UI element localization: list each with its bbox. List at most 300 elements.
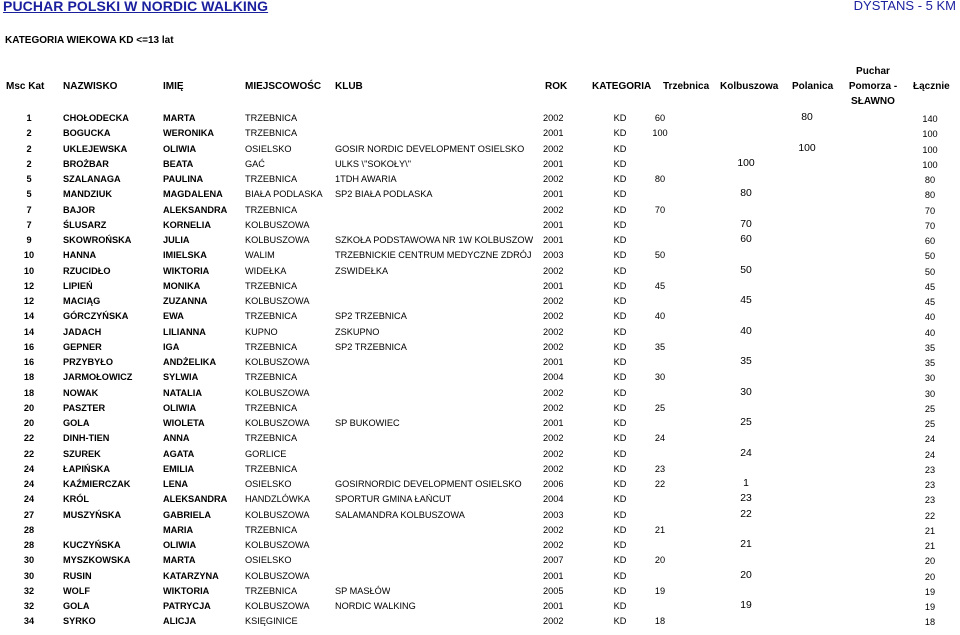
total-points-cell: 35 [924,358,936,368]
first-name-cell: KORNELIA [163,219,211,230]
surname-cell: MACIĄG [63,296,101,306]
total-points-cell: 80 [924,175,936,185]
town-cell: KOLBUSZOWA [245,570,310,581]
town-cell: TRZEBNICA [245,174,298,184]
category-cell: KD [613,540,627,550]
msc-cell: 24 [23,463,35,474]
club-cell: GOSIRNORDIC DEVELOPMENT OSIELSKO [335,479,522,489]
kolbuszowa-points-cell: 50 [740,264,752,276]
town-cell: OSIELSKO [245,479,292,489]
category-cell: KD [613,113,627,123]
birth-year-cell: 2001 [543,418,564,428]
category-cell: KD [613,479,627,489]
table-row [0,339,960,354]
table-row [0,568,960,583]
msc-cell: 7 [26,204,32,215]
trzebnica-points-cell: 45 [654,280,666,291]
table-row [0,293,960,308]
total-points-cell: 18 [924,617,936,628]
trzebnica-points-cell: 80 [654,174,666,184]
category-cell: KD [613,296,627,306]
town-cell: KOLBUSZOWA [245,418,310,428]
town-cell: TRZEBNICA [245,341,298,352]
table-row [0,522,960,537]
table-header [0,64,960,110]
total-points-cell: 30 [924,373,936,384]
table-row [0,232,960,247]
town-cell: TRZEBNICA [245,433,298,444]
club-cell: SP BUKOWIEC [335,418,400,428]
total-points-cell: 50 [924,251,936,262]
category-cell: KD [613,280,627,291]
first-name-cell: MONIKA [163,280,201,291]
col-header-nazwisko: NAZWISKO [63,81,118,92]
town-cell: TRZEBNICA [245,402,298,413]
trzebnica-points-cell: 100 [652,128,668,139]
kolbuszowa-points-cell: 70 [740,218,752,230]
town-cell: TRZEBNICA [245,113,298,123]
col-header-kategoria: KATEGORIA [592,81,652,92]
surname-cell: PRZYBYŁO [63,357,114,367]
total-points-cell: 21 [924,525,936,536]
total-points-cell: 70 [924,205,936,216]
surname-cell: GOLA [63,601,90,611]
msc-cell: 27 [23,509,35,520]
trzebnica-points-cell: 23 [654,463,666,474]
birth-year-cell: 2002 [543,524,564,535]
club-cell: SP MASŁÓW [335,585,391,596]
surname-cell: CHOŁODECKA [63,113,129,123]
msc-cell: 30 [23,570,35,581]
birth-year-cell: 2001 [543,219,564,230]
first-name-cell: WIKTORIA [163,265,210,276]
table-row [0,491,960,506]
total-points-cell: 22 [924,510,936,521]
category-cell: KD [613,524,627,535]
birth-year-cell: 2002 [543,463,564,474]
birth-year-cell: 2005 [543,585,564,596]
col-header-polanica: Polanica [792,81,834,92]
first-name-cell: ALEKSANDRA [163,494,228,505]
first-name-cell: MAGDALENA [163,189,223,200]
total-points-cell: 23 [924,495,936,506]
first-name-cell: PATRYCJA [163,601,211,611]
club-cell: ULKS \"SOKOŁY\" [335,158,411,169]
birth-year-cell: 2002 [543,113,564,123]
birth-year-cell: 2006 [543,479,564,489]
table-row [0,430,960,445]
town-cell: TRZEBNICA [245,204,298,215]
category-cell: KD [613,250,627,261]
category-cell: KD [613,570,627,581]
total-points-cell: 20 [924,556,936,567]
surname-cell: UKLEJEWSKA [63,143,128,154]
club-cell: TRZEBNICKIE CENTRUM MEDYCZNE ZDRÓJ [335,250,532,261]
table-row [0,202,960,217]
category-cell: KD [613,387,627,398]
birth-year-cell: 2001 [543,189,564,200]
table-row [0,583,960,598]
surname-cell: LIPIEŃ [63,280,93,291]
first-name-cell: NATALIA [163,387,202,398]
surname-cell: MUSZYŃSKA [63,509,122,520]
total-points-cell: 25 [924,403,936,414]
club-cell: SP2 TRZEBNICA [335,311,407,322]
surname-cell: DINH-TIEN [63,433,110,444]
table-row [0,263,960,278]
table-row [0,110,960,125]
total-points-cell: 100 [922,159,938,170]
total-points-cell: 19 [924,602,936,612]
town-cell: KUPNO [245,326,278,337]
town-cell: TRZEBNICA [245,128,298,139]
msc-cell: 28 [23,540,35,550]
town-cell: TRZEBNICA [245,524,298,535]
msc-cell: 7 [26,219,32,230]
table-row [0,308,960,323]
total-points-cell: 23 [924,464,936,475]
msc-cell: 28 [23,524,35,535]
town-cell: TRZEBNICA [245,311,298,322]
kolbuszowa-points-cell: 60 [740,234,752,245]
trzebnica-points-cell: 50 [654,250,666,261]
trzebnica-points-cell: 30 [654,372,666,383]
birth-year-cell: 2002 [543,265,564,276]
trzebnica-points-cell: 24 [654,433,666,444]
surname-cell: BOGUCKA [63,128,111,139]
table-row [0,354,960,369]
birth-year-cell: 2007 [543,555,564,566]
first-name-cell: OLIWIA [163,540,197,550]
col-header-imie: IMIĘ [163,81,184,92]
birth-year-cell: 2002 [543,448,564,459]
category-cell: KD [613,448,627,459]
msc-cell: 12 [23,280,35,291]
club-cell: SP2 TRZEBNICA [335,341,407,352]
kolbuszowa-points-cell: 24 [740,447,752,459]
surname-cell: JADACH [63,326,102,337]
trzebnica-points-cell: 40 [654,311,666,322]
total-points-cell: 100 [922,144,938,155]
town-cell: KOLBUSZOWA [245,357,310,367]
total-points-cell: 45 [924,297,936,307]
msc-cell: 2 [26,143,32,154]
birth-year-cell: 2004 [543,494,564,505]
kolbuszowa-points-cell: 1 [743,478,749,489]
first-name-cell: ALICJA [163,616,197,627]
club-cell: 1TDH AWARIA [335,174,397,184]
col-header-msc-kat: Msc Kat [6,81,45,92]
first-name-cell: PAULINA [163,174,204,184]
table-row [0,552,960,567]
msc-cell: 5 [26,174,32,184]
category-cell: KD [613,585,627,596]
total-points-cell: 45 [924,281,936,292]
first-name-cell: ALEKSANDRA [163,204,228,215]
msc-cell: 24 [23,494,35,505]
msc-cell: 16 [23,341,35,352]
surname-cell: MYSZKOWSKA [63,555,131,566]
first-name-cell: AGATA [163,448,195,459]
polanica-points-cell: 80 [801,112,813,123]
first-name-cell: LENA [163,479,189,489]
age-category-heading: KATEGORIA WIEKOWA KD <=13 lat [5,35,174,46]
msc-cell: 9 [26,235,32,245]
first-name-cell: ANNA [163,433,190,444]
birth-year-cell: 2002 [543,143,564,154]
total-points-cell: 25 [924,419,936,429]
town-cell: HANDZLÓWKA [245,494,310,505]
trzebnica-points-cell: 70 [654,204,666,215]
msc-cell: 12 [23,296,35,306]
table-row [0,461,960,476]
table-row [0,537,960,552]
category-cell: KD [613,555,627,566]
surname-cell: RZUCIDŁO [63,265,111,276]
town-cell: BIAŁA PODLASKA [245,189,323,200]
table-row [0,415,960,430]
club-cell: GOSIR NORDIC DEVELOPMENT OSIELSKO [335,143,525,154]
town-cell: WALIM [245,250,275,261]
club-cell: SPORTUR GMINA ŁAŃCUT [335,494,452,505]
msc-cell: 20 [23,402,35,413]
surname-cell: SZUREK [63,448,101,459]
first-name-cell: KATARZYNA [163,570,219,581]
trzebnica-points-cell: 18 [654,616,666,627]
table-row [0,217,960,232]
surname-cell: KAŹMIERCZAK [63,479,131,489]
category-cell: KD [613,601,627,611]
kolbuszowa-points-cell: 100 [737,157,755,169]
msc-cell: 22 [23,433,35,444]
col-header-kolbuszowa: Kolbuszowa [720,81,779,92]
surname-cell: MANDZIUK [63,189,112,200]
msc-cell: 32 [23,585,35,596]
col-header-puchar-line2: Pomorza - [848,81,898,92]
town-cell: KOLBUSZOWA [245,387,310,398]
first-name-cell: ANDŻELIKA [163,357,217,367]
total-points-cell: 100 [922,129,938,140]
total-points-cell: 20 [924,571,936,582]
distance-label: DYSTANS - 5 KM [853,0,956,13]
surname-cell: KRÓL [63,494,90,505]
first-name-cell: MARTA [163,113,196,123]
category-cell: KD [613,143,627,154]
surname-cell: SZALANAGA [63,174,121,184]
birth-year-cell: 2002 [543,387,564,398]
table-row [0,171,960,186]
town-cell: TRZEBNICA [245,463,298,474]
trzebnica-points-cell: 19 [654,585,666,596]
msc-cell: 2 [26,128,32,139]
category-cell: KD [613,494,627,505]
surname-cell: GÓRCZYŃSKA [63,311,129,322]
table-row [0,400,960,415]
kolbuszowa-points-cell: 40 [740,325,752,337]
kolbuszowa-points-cell: 45 [740,295,752,306]
category-cell: KD [613,235,627,245]
table-row [0,156,960,171]
surname-cell: JARMOŁOWICZ [63,372,133,383]
town-cell: KOLBUSZOWA [245,509,310,520]
category-cell: KD [613,341,627,352]
category-cell: KD [613,418,627,428]
town-cell: TRZEBNICA [245,372,298,383]
msc-cell: 16 [23,357,35,367]
birth-year-cell: 2002 [543,402,564,413]
total-points-cell: 80 [924,190,936,201]
birth-year-cell: 2002 [543,341,564,352]
kolbuszowa-points-cell: 19 [740,600,752,611]
total-points-cell: 60 [924,236,936,246]
table-row [0,385,960,400]
town-cell: TRZEBNICA [245,280,298,291]
trzebnica-points-cell: 35 [654,341,666,352]
trzebnica-points-cell: 25 [654,402,666,413]
msc-cell: 32 [23,601,35,611]
birth-year-cell: 2001 [543,280,564,291]
first-name-cell: WIKTORIA [163,585,210,596]
kolbuszowa-points-cell: 35 [740,356,752,367]
first-name-cell: BEATA [163,158,194,169]
category-cell: KD [613,372,627,383]
table-row [0,125,960,140]
category-cell: KD [613,219,627,230]
table-row [0,446,960,461]
col-header-rok: ROK [545,81,568,92]
kolbuszowa-points-cell: 21 [740,539,752,550]
first-name-cell: LILIANNA [163,326,206,337]
category-cell: KD [613,509,627,520]
msc-cell: 24 [23,479,35,489]
club-cell: SALAMANDRA KOLBUSZOWA [335,509,465,520]
msc-cell: 34 [23,616,35,627]
category-cell: KD [613,189,627,200]
msc-cell: 2 [26,158,32,169]
msc-cell: 10 [23,265,35,276]
first-name-cell: ZUZANNA [163,296,208,306]
surname-cell: BROŻBAR [63,158,109,169]
trzebnica-points-cell: 21 [654,524,666,535]
table-row [0,613,960,628]
trzebnica-points-cell: 60 [654,113,666,123]
msc-cell: 1 [26,113,32,123]
first-name-cell: EWA [163,311,184,322]
kolbuszowa-points-cell: 30 [740,386,752,398]
table-row [0,141,960,156]
category-cell: KD [613,128,627,139]
surname-cell: PASZTER [63,402,106,413]
surname-cell: RUSIN [63,570,92,581]
table-row [0,476,960,491]
first-name-cell: MARTA [163,555,196,566]
first-name-cell: EMILIA [163,463,195,474]
birth-year-cell: 2001 [543,570,564,581]
total-points-cell: 40 [924,312,936,323]
birth-year-cell: 2001 [543,357,564,367]
category-cell: KD [613,357,627,367]
kolbuszowa-points-cell: 25 [740,417,752,428]
category-cell: KD [613,174,627,184]
surname-cell: KUCZYŃSKA [63,540,121,550]
first-name-cell: GABRIELA [163,509,211,520]
col-header-puchar-line1: Puchar [856,66,890,77]
trzebnica-points-cell: 22 [654,479,666,489]
club-cell: ZSKUPNO [335,326,380,337]
surname-cell: NOWAK [63,387,99,398]
col-header-lacznie: Łącznie [913,81,950,92]
town-cell: OSIELSKO [245,555,292,566]
category-cell: KD [613,158,627,169]
msc-cell: 5 [26,189,32,200]
results-table-body [0,110,960,629]
first-name-cell: WIOLETA [163,418,205,428]
kolbuszowa-points-cell: 23 [740,493,752,505]
category-cell: KD [613,433,627,444]
birth-year-cell: 2002 [543,311,564,322]
birth-year-cell: 2002 [543,296,564,306]
birth-year-cell: 2001 [543,235,564,245]
total-points-cell: 23 [924,480,936,490]
town-cell: TRZEBNICA [245,585,298,596]
birth-year-cell: 2001 [543,128,564,139]
club-cell: SP2 BIAŁA PODLASKA [335,189,433,200]
birth-year-cell: 2002 [543,174,564,184]
town-cell: KOLBUSZOWA [245,296,310,306]
category-cell: KD [613,204,627,215]
first-name-cell: OLIWIA [163,143,197,154]
total-points-cell: 21 [924,541,936,551]
total-points-cell: 24 [924,449,936,460]
surname-cell: SYRKO [63,616,96,627]
table-row [0,369,960,384]
surname-cell: WOLF [63,585,91,596]
total-points-cell: 24 [924,434,936,445]
birth-year-cell: 2002 [543,326,564,337]
town-cell: KOLBUSZOWA [245,540,310,550]
total-points-cell: 35 [924,342,936,353]
birth-year-cell: 2002 [543,616,564,627]
table-row [0,278,960,293]
kolbuszowa-points-cell: 80 [740,188,752,200]
birth-year-cell: 2002 [543,540,564,550]
kolbuszowa-points-cell: 22 [740,508,752,520]
page-title: PUCHAR POLSKI W NORDIC WALKING [3,0,269,14]
first-name-cell: OLIWIA [163,402,197,413]
col-header-miejscowosc: MIEJSCOWOŚC [245,81,322,92]
category-cell: KD [613,311,627,322]
table-row [0,598,960,613]
trzebnica-points-cell: 20 [654,555,666,566]
msc-cell: 14 [23,311,35,322]
total-points-cell: 70 [924,220,936,231]
msc-cell: 18 [23,387,35,398]
col-header-trzebnica: Trzebnica [663,81,710,92]
surname-cell: GEPNER [63,341,102,352]
col-header-puchar-pomorza [846,64,900,109]
category-cell: KD [613,402,627,413]
town-cell: GAĆ [245,158,265,169]
first-name-cell: SYLWIA [163,372,199,383]
first-name-cell: WERONIKA [163,128,215,139]
surname-cell: SKOWROŃSKA [63,235,132,245]
msc-cell: 30 [23,555,35,566]
total-points-cell: 140 [922,114,938,124]
town-cell: KOLBUSZOWA [245,601,310,611]
total-points-cell: 19 [924,586,936,597]
club-cell: NORDIC WALKING [335,601,416,611]
club-cell: SZKOŁA PODSTAWOWA NR 1W KOLBUSZOW [335,235,534,245]
